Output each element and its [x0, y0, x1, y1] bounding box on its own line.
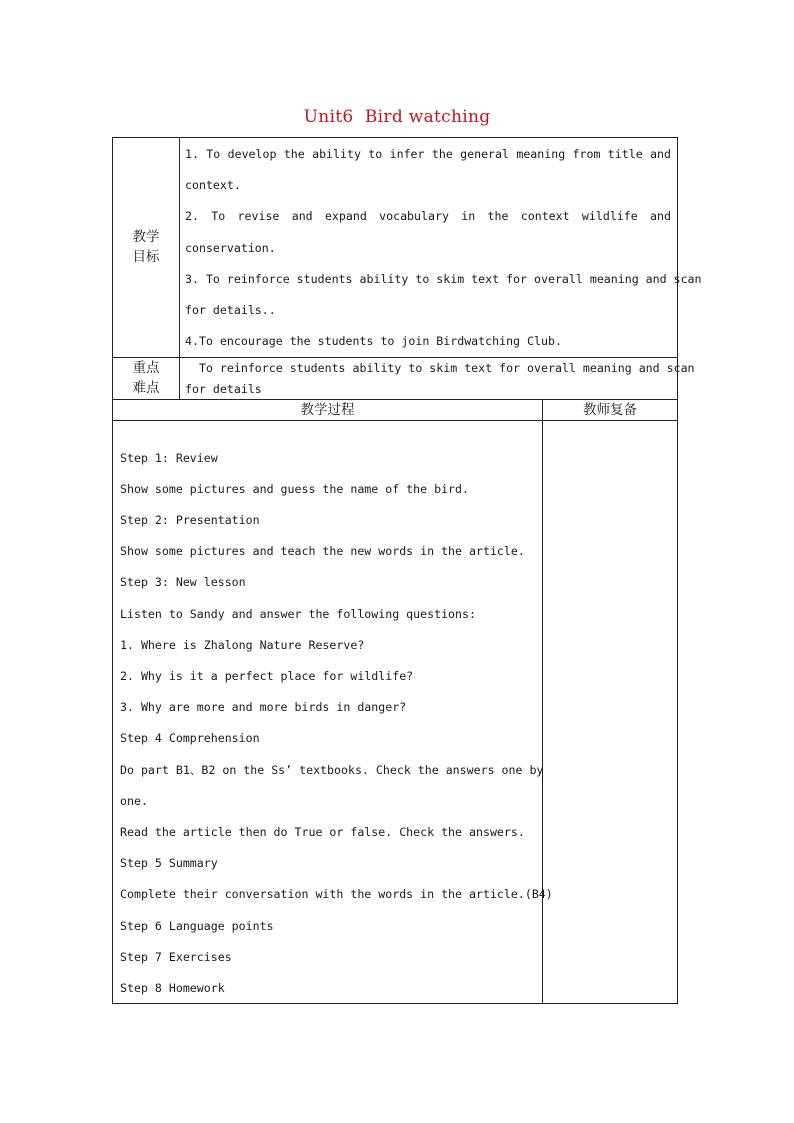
- objectives-label: [113, 227, 179, 267]
- step-line: 1. Where is Zhalong Nature Reserve?: [120, 638, 365, 652]
- objective-line: 3. To reinforce students ability to skim text for overall meaning and scan: [185, 272, 702, 286]
- step-line: 2. Why is it a perfect place for wildlife?: [120, 669, 414, 683]
- step-line: Step 2: Presentation: [120, 513, 260, 527]
- process-header: 教学过程: [300, 402, 355, 418]
- teacher-notes-cell: [543, 421, 677, 1003]
- step-line: Step 7 Exercises: [120, 950, 232, 964]
- key-points-label-line-1: 重点: [132, 360, 160, 376]
- objectives-label-line-2: 目标: [132, 249, 160, 265]
- step-line: Step 5 Summary: [120, 856, 218, 870]
- step-line: Step 1: Review: [120, 451, 218, 465]
- step-line: Step 4 Comprehension: [120, 731, 260, 745]
- objective-line: for details..: [185, 303, 276, 317]
- step-line: one.: [120, 794, 148, 808]
- key-points-label-line-2: 难点: [132, 380, 160, 396]
- step-line: Complete their conversation with the words in the article.(B4): [120, 887, 553, 901]
- step-line: 3. Why are more and more birds in danger?: [120, 700, 407, 714]
- document-title: Unit6 Bird watching: [303, 107, 491, 127]
- step-line: Read the article then do True or false. Check the answers.: [120, 825, 525, 839]
- step-line: Step 8 Homework: [120, 981, 225, 995]
- step-line: Step 3: New lesson: [120, 575, 246, 589]
- label-column-divider: [179, 137, 180, 400]
- objective-line: conservation.: [185, 241, 276, 255]
- key-point-line: for details: [185, 382, 262, 396]
- key-points-label: [113, 358, 179, 398]
- step-line: Show some pictures and teach the new words in the article.: [120, 544, 525, 558]
- objective-line: 2. To revise and expand vocabulary in the context wildlife and: [185, 209, 671, 223]
- step-line: Step 6 Language points: [120, 919, 274, 933]
- teacher-notes-header: 教师复备: [583, 402, 637, 418]
- objectives-label-line-1: 教学: [132, 229, 160, 245]
- objective-line: 4.To encourage the students to join Birdwatching Club.: [185, 334, 562, 348]
- objectives-row-divider: [112, 357, 678, 358]
- objective-line: 1. To develop the ability to infer the general meaning from title and: [185, 147, 671, 161]
- step-line: Listen to Sandy and answer the following questions:: [120, 607, 476, 621]
- step-line: Do part B1、B2 on the Ss’ textbooks. Check the answers one by: [120, 763, 544, 777]
- step-line: Show some pictures and guess the name of the bird.: [120, 482, 470, 496]
- objective-line: context.: [185, 178, 241, 192]
- key-point-line: To reinforce students ability to skim text for overall meaning and scan: [185, 361, 695, 375]
